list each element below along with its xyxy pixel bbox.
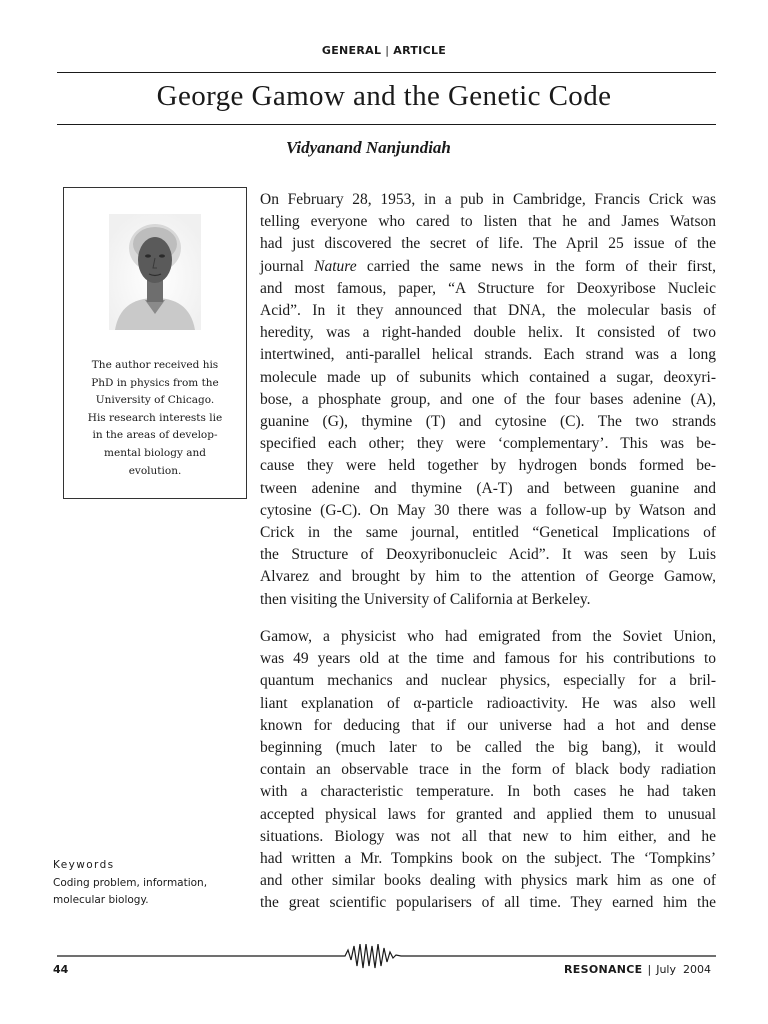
keywords-line: Coding problem, information,	[53, 876, 208, 889]
journal-separator: |	[647, 963, 652, 976]
body-line: with a characteristic temperature. In both cases he had taken	[260, 783, 716, 801]
journal-name: RESONANCE	[564, 963, 643, 976]
author-name: Vidyanand Nanjundiah	[286, 138, 451, 157]
body-line: intertwined, anti-parallel helical strands. Each strand was a long	[260, 346, 716, 364]
bio-line: mental biology and	[104, 446, 206, 459]
body-line: Alvarez and brought by him to the attention of George Gamow,	[260, 568, 716, 586]
journal-title-nature: Nature	[314, 257, 357, 275]
body-line: beginning (much later to be called the big bang), it would	[260, 739, 716, 757]
section-label	[0, 44, 768, 57]
article-title: George Gamow and the Genetic Code	[156, 80, 612, 112]
bio-line: evolution.	[128, 464, 182, 477]
top-rule	[57, 72, 716, 73]
journal-info	[564, 963, 711, 976]
body-line: cause they were held together by hydrogen bonds formed be-	[260, 457, 716, 475]
bio-line: in the areas of develop-	[92, 429, 218, 442]
body-line: tween adenine and thymine (A-T) and between guanine and	[260, 479, 716, 497]
body-line: journal Nature carried the same news in the form of their first,	[260, 257, 716, 275]
body-line: heredity, was a right-handed double helix. It consisted of two	[260, 324, 716, 342]
body-line: Acid”. In it they announced that DNA, the molecular basis of	[260, 302, 716, 320]
body-line: specified each other; they were ‘complementary’. This was be-	[260, 435, 716, 453]
title-rule	[57, 124, 716, 125]
body-line: situations. Biology was not all that new to him either, and he	[260, 827, 716, 845]
author-photo	[109, 214, 201, 330]
bio-line: His research interests lie	[87, 411, 223, 424]
body-line: the Structure of Deoxyribonucleic Acid”. It was seen by Luis	[260, 546, 716, 564]
author-bio	[64, 357, 246, 480]
section-separator: |	[385, 44, 390, 57]
keywords-box	[53, 857, 253, 910]
body-line: bose, a phosphate group, and one of the four bases adenine (A),	[260, 390, 716, 408]
body-line: liant explanation of α-particle radioactivity. He was also well	[260, 694, 716, 712]
body-line: guanine (G), thymine (T) and cytosine (C). The two strands	[260, 413, 716, 431]
body-line: then visiting the University of California at Berkeley.	[260, 590, 591, 608]
author-bio-box	[63, 187, 247, 499]
keywords-heading: Keywords	[53, 859, 115, 871]
body-line: the great scientific popularisers of all time. They earned him the	[260, 894, 716, 912]
keywords-line: molecular biology.	[53, 894, 149, 906]
page-number: 44	[53, 963, 69, 976]
body-line: had just discovered the secret of life. The April 25 issue of the	[260, 235, 716, 253]
body-line: telling everyone who cared to listen that he and James Watson	[260, 213, 716, 231]
article-type: ARTICLE	[393, 44, 447, 57]
body-line: was 49 years old at the time and famous for his contributions to	[260, 650, 716, 668]
body-line: contain an observable trace in the form of black body radiation	[260, 761, 716, 779]
bio-line: PhD in physics from the	[91, 376, 219, 389]
body-line: Gamow, a physicist who had emigrated from the Soviet Union,	[260, 628, 716, 645]
body-line: quantum mechanics and nuclear physics, especially for a bril-	[260, 672, 716, 690]
issue-date: July 2004	[656, 963, 711, 976]
body-line: and most famous, paper, “A Structure for Deoxyribose Nucleic	[260, 279, 716, 297]
body-line: had written a Mr. Tompkins book on the subject. The ‘Tompkins’	[260, 850, 716, 868]
section-name: GENERAL	[321, 44, 382, 57]
body-line: molecule made up of subunits which contained a sugar, deoxyri-	[260, 368, 716, 386]
bio-line: University of Chicago.	[95, 394, 215, 407]
body-line: cytosine (G-C). On May 30 there was a follow-up by Watson and	[260, 501, 716, 519]
body-line: accepted physical laws for granted and applied them to unusual	[260, 805, 716, 823]
bio-line: The author received his	[91, 359, 219, 371]
body-paragraph-2	[260, 626, 716, 915]
body-line: and other similar books dealing with physics mark him as one of	[260, 872, 716, 890]
body-line: On February 28, 1953, in a pub in Cambridge, Francis Crick was	[260, 191, 716, 208]
body-line: known for deducing that if our universe had a hot and dense	[260, 716, 716, 734]
body-paragraph-1	[260, 189, 716, 611]
body-line: Crick in the same journal, entitled “Genetical Implications of	[260, 524, 716, 542]
